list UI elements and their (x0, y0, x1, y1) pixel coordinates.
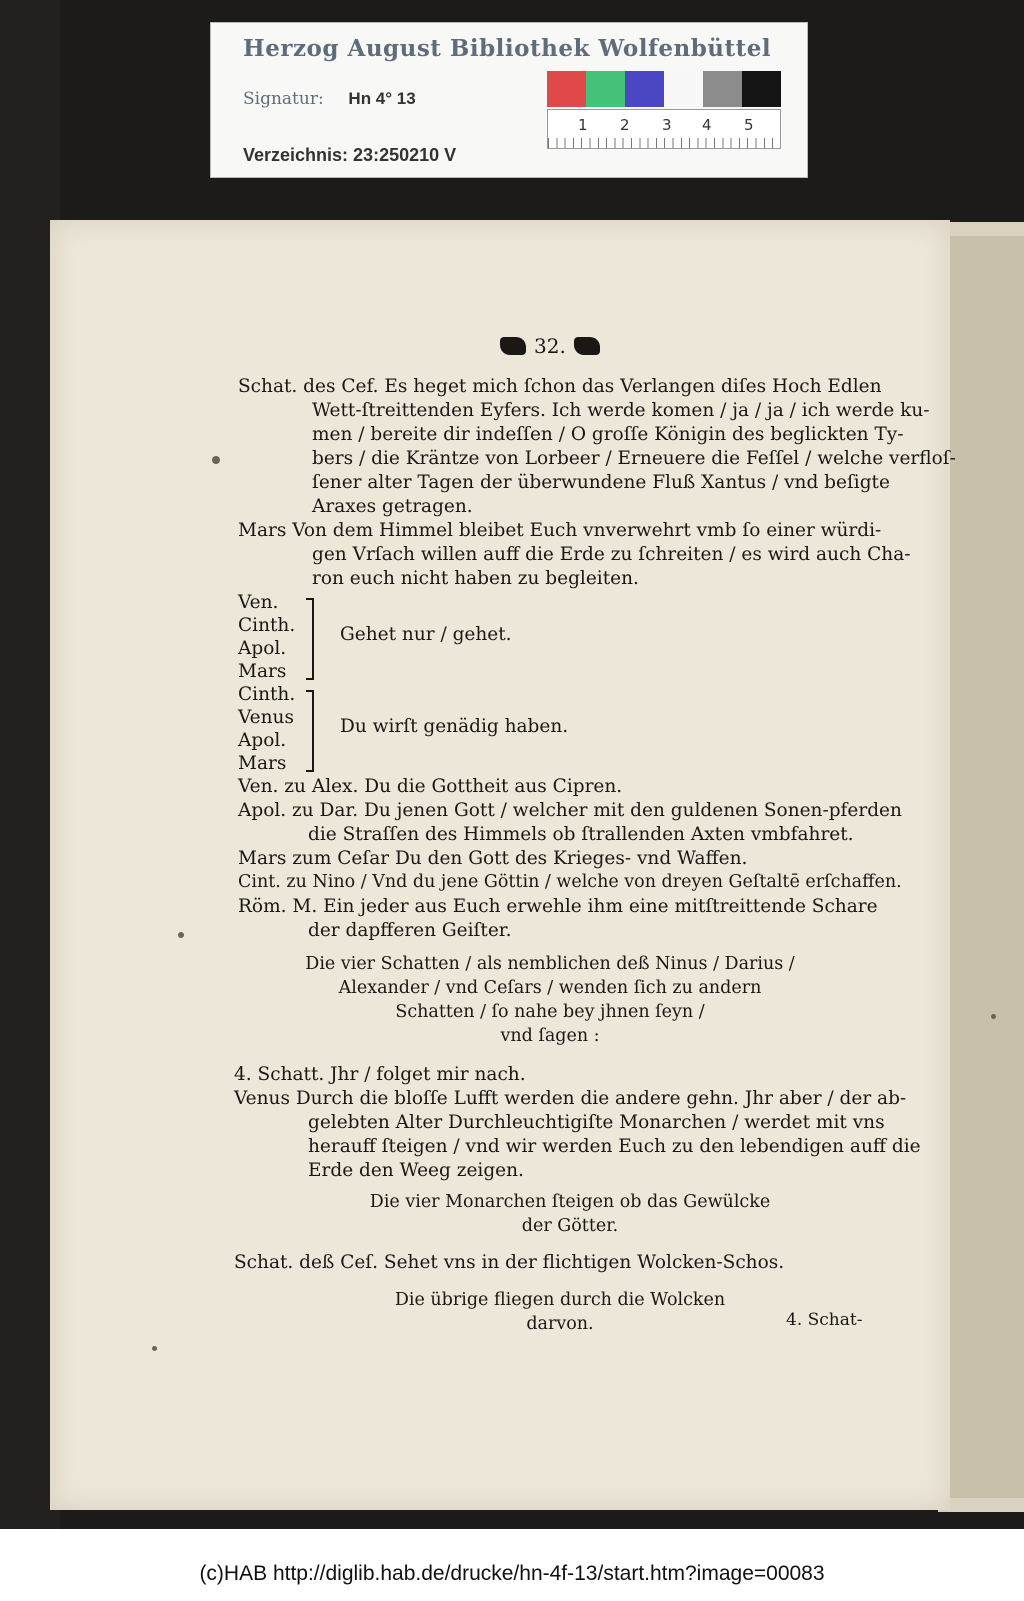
swatch-black (742, 71, 781, 107)
group-speech: Gehet nur / gehet. (340, 624, 512, 645)
page-number-header (500, 334, 600, 358)
ornament-icon (574, 337, 600, 355)
ruler-number: 4 (702, 116, 712, 134)
page-number: 32. (534, 334, 566, 358)
text-line: Venus Durch die bloſſe Lufft werden die andere gehn. Jhr aber / der ab- (234, 1088, 907, 1109)
page-stain (152, 1346, 157, 1351)
text-line: gelebten Alter Durchleuchtigiſte Monarchen / werdet mit vns (308, 1112, 885, 1133)
signatur-value: Hn 4° 13 (348, 89, 416, 108)
swatch-green (586, 71, 625, 107)
text-line: bers / die Kräntze von Lorbeer / Erneuere die Feſſel / welche verfloſ- (312, 448, 956, 469)
speaker-name: Venus (238, 707, 294, 728)
stage-direction: Alexander / vnd Ceſars / wenden ſich zu andern (338, 978, 762, 998)
brace (306, 690, 314, 772)
speaker-name: Ven. (238, 592, 279, 613)
speaker-name: Apol. (238, 730, 287, 751)
stage-direction: Die übrige fliegen durch die Wolcken (394, 1290, 726, 1310)
speaker-name: Cinth. (238, 684, 296, 705)
text-line: der dapfferen Geiſter. (308, 920, 512, 941)
text-line: Erde den Weeg zeigen. (308, 1160, 524, 1181)
text-line: Mars Von dem Himmel bleibet Euch vnverwehrt vmb ſo einer würdi- (238, 520, 882, 541)
page-stain (991, 1014, 996, 1019)
group-speech: Du wirſt genädig haben. (340, 716, 569, 737)
ruler-number: 2 (620, 116, 630, 134)
stage-direction: darvon. (526, 1314, 594, 1334)
swatch-blue (625, 71, 664, 107)
text-line: ron euch nicht haben zu begleiten. (312, 568, 639, 589)
copyright-credit: (c)HAB http://diglib.hab.de/drucke/hn-4f-13/start.htm?image=00083 (199, 1562, 825, 1585)
swatch-red (547, 71, 586, 107)
text-line: men / bereite dir indeſſen / O groſſe Königin des beglickten Ty- (312, 424, 904, 445)
text-line: Apol. zu Dar. Du jenen Gott / welcher mit den guldenen Sonen-pferden (238, 800, 902, 821)
text-line: Schat. des Cef. Es heget mich ſchon das Verlangen diſes Hoch Edlen (238, 376, 882, 397)
color-calibration-swatches (547, 71, 781, 107)
speaker-name: Cinth. (238, 615, 296, 636)
signatur-row (243, 89, 416, 109)
ornament-icon (500, 337, 526, 355)
signatur-label: Signatur: (243, 89, 324, 109)
text-line: Cint. zu Nino / Vnd du jene Göttin / welche von dreyen Geſtaltē erſchaffen. (238, 872, 902, 892)
text-line: herauff ſteigen / vnd wir werden Euch zu den lebendigen auff die (308, 1136, 921, 1157)
text-line: Mars zum Ceſar Du den Gott des Krieges- vnd Waffen. (238, 848, 748, 869)
text-line: die Straſſen des Himmels ob ſtrallenden Axten vmbfahret. (308, 824, 854, 845)
speaker-name: Mars (238, 661, 287, 682)
brace (306, 598, 314, 680)
text-line: ſener alter Tagen der überwundene Fluß Xantus / vnd beſigte (312, 472, 890, 493)
library-name: Herzog August Bibliothek Wolfenbüttel (243, 35, 772, 62)
library-label-card (210, 22, 808, 178)
stage-direction: Die vier Schatten / als nemblichen deß Ninus / Darius / (305, 954, 795, 974)
text-line: Röm. M. Ein jeder aus Euch erwehle ihm eine mitſtreittende Schare (238, 896, 878, 917)
scale-ruler (547, 109, 781, 149)
ruler-number: 5 (744, 116, 754, 134)
stage-direction: vnd ſagen : (500, 1026, 600, 1046)
verzeichnis: Verzeichnis: 23:250210 V (243, 145, 457, 165)
stage-direction: der Götter. (521, 1216, 619, 1236)
text-line: gen Vrſach willen auff die Erde zu ſchreiten / es wird auch Cha- (312, 544, 911, 565)
speaker-name: Apol. (238, 638, 287, 659)
next-page-edge-inner (948, 236, 1024, 1498)
stage-direction: Die vier Monarchen ſteigen ob das Gewülcke (369, 1192, 771, 1212)
page-stain (212, 456, 220, 464)
text-line: Ven. zu Alex. Du die Gottheit aus Cipren. (238, 776, 623, 797)
text-line: Araxes getragen. (312, 496, 473, 517)
page-stain (178, 932, 184, 938)
catchword: 4. Schat- (786, 1310, 863, 1330)
swatch-white (664, 71, 703, 107)
text-line: 4. Schatt. Jhr / folget mir nach. (234, 1064, 526, 1085)
text-line: Wett-ſtreittenden Eyfers. Ich werde komen / ja / ja / ich werde ku- (312, 400, 930, 421)
ruler-number: 3 (662, 116, 672, 134)
swatch-gray (703, 71, 742, 107)
stage-direction: Schatten / ſo nahe bey jhnen ſeyn / (395, 1002, 705, 1022)
speaker-name: Mars (238, 753, 287, 774)
text-line: Schat. deß Ceſ. Sehet vns in der flichtigen Wolcken-Schos. (234, 1252, 785, 1273)
ruler-number: 1 (578, 116, 588, 134)
